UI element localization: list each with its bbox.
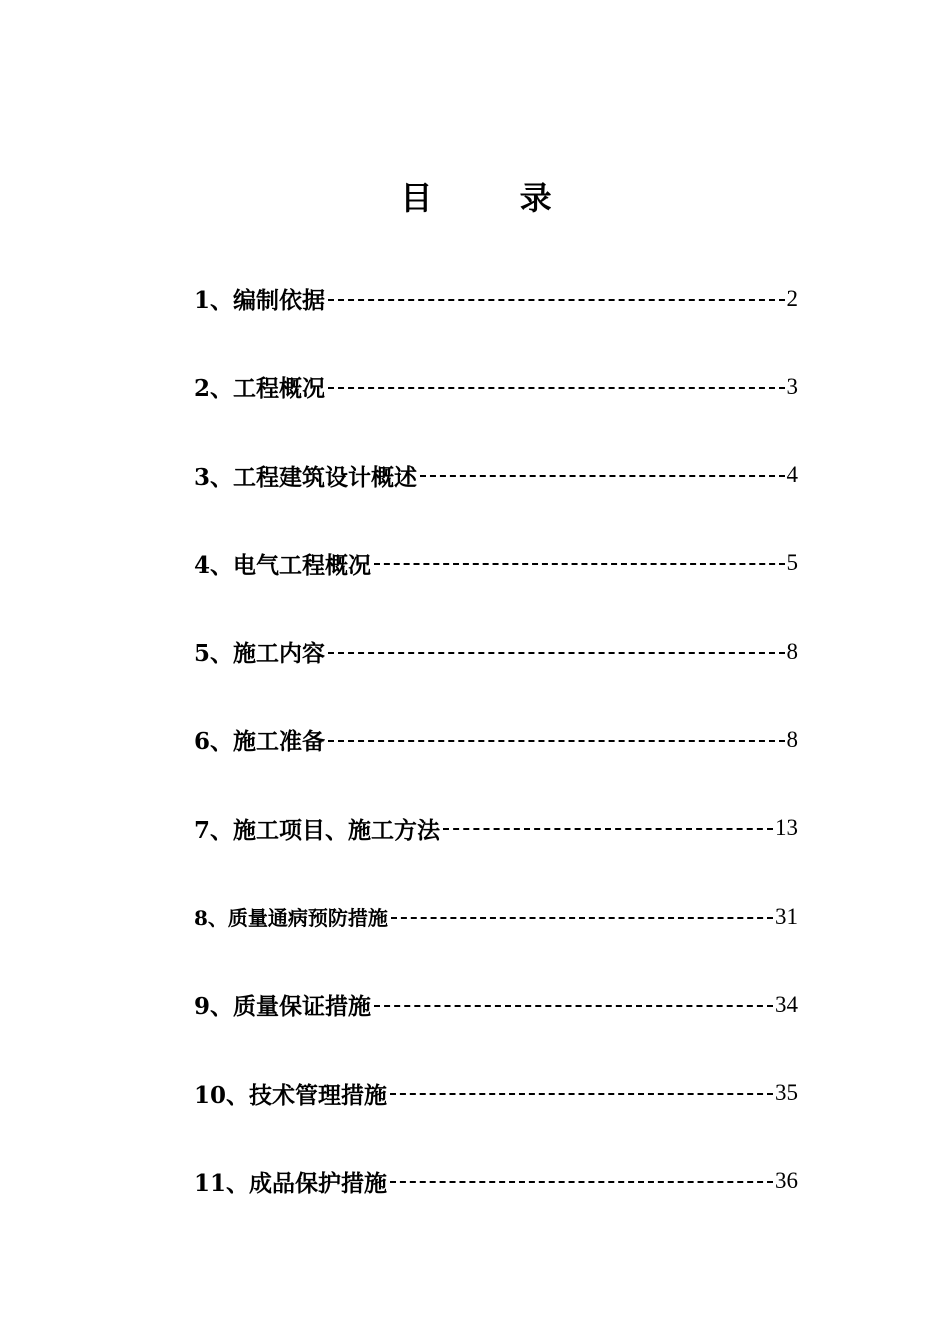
toc-entry-page: 34	[775, 991, 798, 1017]
toc-entry-label: 6、施工准备	[194, 728, 326, 756]
toc-entry-label: 10、技术管理措施	[194, 1081, 388, 1109]
toc-entry-label: 11、成品保护措施	[194, 1169, 388, 1197]
toc-entry-label: 5、施工内容	[194, 640, 326, 668]
toc-entry[interactable]	[194, 459, 798, 492]
toc-entry[interactable]	[194, 635, 798, 668]
toc-leader	[374, 563, 784, 565]
toc-entry-label: 4、电气工程概况	[194, 551, 372, 579]
toc-entry-page: 8	[786, 638, 798, 664]
toc-entry-label: 2、工程概况	[194, 375, 326, 403]
toc-entry-page: 4	[786, 462, 798, 488]
toc-entry-label: 1、编制依据	[194, 287, 326, 314]
toc-entry-page: 3	[786, 373, 798, 399]
toc-leader	[420, 475, 784, 477]
toc-leader	[390, 1093, 773, 1095]
toc-entry[interactable]	[194, 900, 798, 933]
toc-leader	[443, 828, 773, 830]
toc-leader	[391, 917, 773, 919]
toc-entry-page: 36	[775, 1168, 798, 1194]
toc-entry-label: 9、质量保证措施	[194, 993, 372, 1021]
toc-entry[interactable]	[194, 812, 798, 845]
toc-entry-page: 2	[786, 285, 798, 311]
toc-entry-page: 31	[775, 903, 798, 929]
toc-entry[interactable]	[194, 988, 798, 1021]
toc-entry-page: 35	[775, 1080, 798, 1106]
toc-entry-label: 7、施工项目、施工方法	[194, 816, 441, 844]
toc-entry-page: 8	[786, 726, 798, 752]
toc-entry-page: 13	[775, 815, 798, 841]
toc-entry[interactable]	[194, 547, 798, 580]
toc-leader	[328, 387, 784, 389]
toc-entry-page: 5	[786, 550, 798, 576]
toc-entry[interactable]	[194, 282, 798, 315]
toc-entry[interactable]	[194, 723, 798, 756]
toc-title: 目 录	[400, 179, 590, 217]
toc-entry[interactable]	[194, 1077, 798, 1110]
toc-leader	[328, 740, 784, 742]
toc-leader	[328, 299, 784, 301]
toc-entry[interactable]	[194, 370, 798, 403]
toc-leader	[374, 1005, 773, 1007]
toc-entry[interactable]	[194, 1165, 798, 1198]
toc-leader	[328, 652, 784, 654]
toc-entry-label: 3、工程建筑设计概述	[194, 463, 418, 491]
toc-leader	[390, 1181, 773, 1183]
toc-list	[194, 282, 798, 1253]
toc-entry-label: 8、质量通病预防措施	[194, 906, 388, 931]
